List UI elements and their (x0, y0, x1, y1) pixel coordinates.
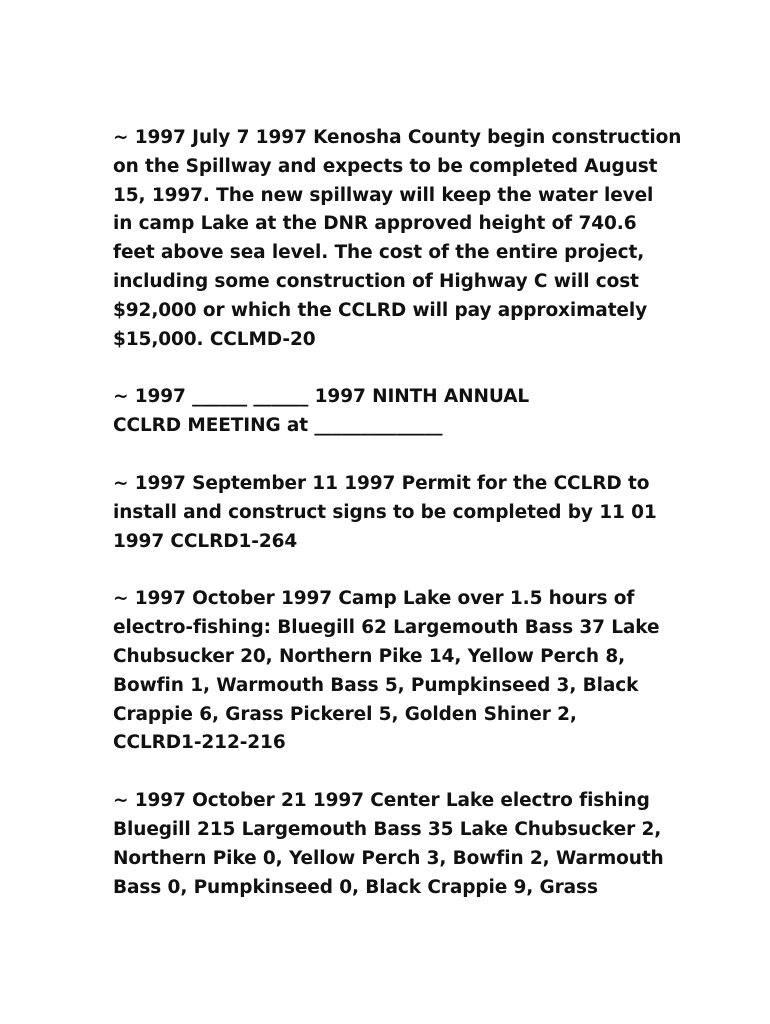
entry-annual-meeting (113, 383, 673, 441)
entry-line: Bluegill 215 Largemouth Bass 35 Lake Chubsucker 2, (113, 818, 662, 840)
entry-line: CCLRD MEETING at ______________ (113, 415, 443, 437)
entry-line: electro-fishing: Bluegill 62 Largemouth Bass 37 Lake (113, 617, 660, 639)
entry-line: install and construct signs to be completed by 11 01 (113, 501, 657, 523)
entry-line: $15,000. CCLMD-20 (113, 328, 316, 350)
entry-line: CCLRD1-212-216 (113, 732, 286, 754)
entry-line: 15, 1997. The new spillway will keep the water level (113, 184, 654, 206)
entry-line: Bass 0, Pumpkinseed 0, Black Crappie 9, Grass (113, 876, 598, 898)
entry-line: ~ 1997 September 11 1997 Permit for the CCLRD to (113, 472, 650, 494)
entry-center-lake-fishing (113, 787, 673, 902)
entry-line: ~ 1997 July 7 1997 Kenosha County begin construction (113, 127, 682, 148)
entry-line: $92,000 or which the CCLRD will pay approximately (113, 299, 648, 321)
entry-camp-lake-fishing (113, 585, 673, 758)
entry-line: Northern Pike 0, Yellow Perch 3, Bowfin 2, Warmouth (113, 847, 664, 869)
entry-line: ~ 1997 October 1997 Camp Lake over 1.5 hours of (113, 588, 635, 610)
entry-line: ~ 1997 ______ ______ 1997 NINTH ANNUAL (113, 386, 530, 408)
entry-line: including some construction of Highway C will cost (113, 270, 639, 292)
entry-line: Crappie 6, Grass Pickerel 5, Golden Shiner 2, (113, 703, 577, 725)
entry-line: feet above sea level. The cost of the entire project, (113, 242, 645, 264)
timeline-entries (113, 124, 682, 931)
entry-line: in camp Lake at the DNR approved height of 740.6 (113, 213, 637, 235)
entry-line: ~ 1997 October 21 1997 Center Lake electro fishing (113, 790, 650, 812)
entry-line: 1997 CCLRD1-264 (113, 530, 298, 552)
entry-line: on the Spillway and expects to be completed August (113, 155, 658, 177)
entry-spillway-construction (113, 124, 682, 354)
entry-signs-permit (113, 470, 673, 556)
entry-line: Chubsucker 20, Northern Pike 14, Yellow Perch 8, (113, 645, 626, 667)
entry-line: Bowfin 1, Warmouth Bass 5, Pumpkinseed 3, Black (113, 674, 639, 696)
